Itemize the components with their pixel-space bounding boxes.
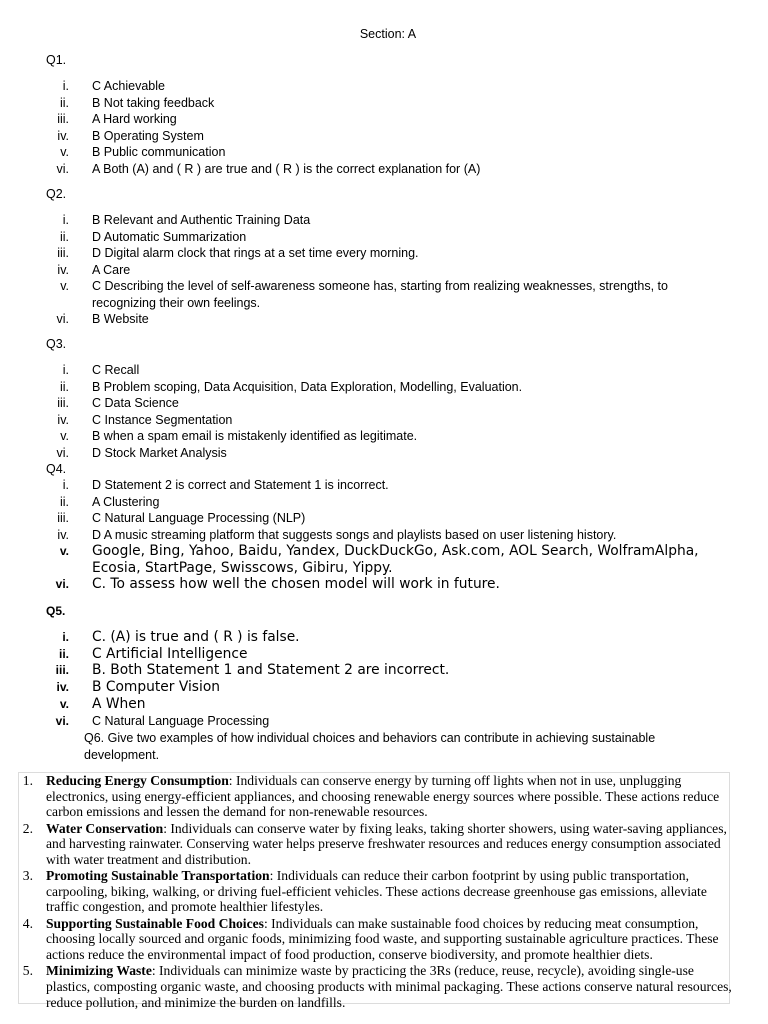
q3-item-num: vi. [56, 445, 69, 460]
q3-item-text: B when a spam email is mistakenly identified as legitimate. [92, 429, 418, 443]
q3-item [0, 362, 768, 379]
q1-item-num: iii. [57, 112, 69, 126]
q4-item [0, 576, 768, 593]
q3-item-text: B Problem scoping, Data Acquisition, Data Exploration, Modelling, Evaluation. [92, 379, 523, 394]
q3-item-num: iv. [57, 412, 69, 427]
q2-label: Q2. [46, 187, 67, 201]
answer-body: : Individuals can reduce their carbon footprint by using public transportation, carpooling, biking, walking, or driving fuel-efficient vehicles. These actions decrease greenhouse gas emissions, alleviate traffic congestion, and promote healthier lifestyles. [46, 868, 707, 915]
q1-item-text: B Public communication [92, 145, 226, 159]
q3-answer-list [0, 362, 768, 461]
q1-item [0, 161, 768, 178]
q1-item [0, 144, 768, 161]
answer-title: Reducing Energy Consumption [46, 773, 229, 788]
q3-item [0, 428, 768, 445]
answer-title: Minimizing Waste [46, 963, 152, 979]
answer-number: 2. [22, 820, 33, 836]
q4-item-text: D A music streaming platform that suggests songs and playlists based on user listening history. [92, 527, 617, 542]
q5-item-num: v. [59, 696, 69, 711]
q4-item-num: ii. [59, 494, 69, 509]
q3-item [0, 379, 768, 396]
q1-item [0, 78, 768, 95]
q4-item-num: i. [62, 478, 69, 492]
q1-item [0, 111, 768, 128]
q2-item [0, 245, 768, 262]
q2-item [0, 278, 768, 311]
q4-item [0, 527, 768, 544]
q4-item-text: C Natural Language Processing (NLP) [92, 511, 306, 525]
q1-item [0, 128, 768, 145]
q5-answer-list [0, 629, 768, 729]
q5-item-num: iv. [56, 680, 69, 695]
q5-item-text: C. (A) is true and ( R ) is false. [92, 629, 300, 645]
q3-item [0, 412, 768, 429]
q1-label: Q1. [46, 53, 67, 67]
q2-item-num: v. [60, 279, 69, 293]
q1-answer-list [0, 78, 768, 177]
q5-item-num: i. [62, 630, 69, 644]
answer-text [46, 773, 732, 820]
answer-text [46, 821, 732, 868]
q2-item-text: A Care [92, 262, 131, 277]
q5-label: Q5. [46, 604, 66, 618]
q3-item-text: C Instance Segmentation [92, 412, 233, 427]
answer-list-item [19, 868, 729, 915]
answer-number: 5. [22, 963, 33, 979]
q5-item-num: vi. [55, 713, 69, 728]
q1-item-num: vi. [56, 161, 69, 176]
q1-item-text: C Achievable [92, 79, 165, 93]
answer-body: : Individuals can conserve energy by turning off lights when not in use, unplugging electronics, using energy-efficient appliances, and choosing renewable energy sources where possible. These actions reduce carbon emissions and lessen the demand for non-renewable resources. [46, 773, 720, 820]
q2-item-text: C Describing the level of self-awareness someone has, starting from realizing weaknesses, strengths, to recognizing their own feelings. [92, 279, 668, 310]
q2-item-num: ii. [59, 229, 69, 244]
q3-item-num: v. [60, 429, 69, 443]
q2-item-text: B Relevant and Authentic Training Data [92, 213, 311, 227]
q4-item [0, 494, 768, 511]
q3-item-num: i. [62, 363, 69, 377]
q5-item-text: C Natural Language Processing [92, 713, 270, 728]
answer-text [46, 868, 732, 915]
q1-item-text: A Both (A) and ( R ) are true and ( R ) is the correct explanation for (A) [92, 161, 481, 176]
q4-item-text: C. To assess how well the chosen model will work in future. [92, 576, 500, 593]
q2-item-num: iii. [57, 246, 69, 260]
q1-item-text: A Hard working [92, 112, 177, 126]
answer-list-item [19, 916, 729, 963]
q1-item-text: B Operating System [92, 128, 204, 143]
q5-item-num: iii. [55, 663, 69, 678]
answer-title: Supporting Sustainable Food Choices [46, 915, 264, 931]
answer-number: 1. [22, 773, 33, 788]
answer-list-item [19, 821, 729, 868]
answer-number: 3. [22, 868, 33, 884]
q3-item-text: D Stock Market Analysis [92, 445, 227, 460]
q5-item-text: A When [92, 695, 146, 712]
q5-item [0, 629, 768, 646]
answer-number: 4. [22, 915, 33, 931]
q1-item-num: iv. [57, 128, 69, 143]
answer-body: : Individuals can minimize waste by practicing the 3Rs (reduce, reuse, recycle), avoiding single-use plastics, composting organic waste, and choosing products with minimal packaging. These actions conserve natural resources, reduce pollution, and minimize the burden on landfills. [46, 963, 732, 1010]
answer-title: Water Conservation [46, 820, 164, 836]
q5-item-text: B. Both Statement 1 and Statement 2 are incorrect. [92, 662, 450, 679]
q5-item-text: B Computer Vision [92, 679, 220, 696]
q5-item [0, 679, 768, 696]
q6-answer-box [18, 772, 732, 1010]
q2-item-text: D Digital alarm clock that rings at a set time every morning. [92, 246, 419, 260]
q4-item-num: v. [59, 544, 69, 558]
q4-item [0, 510, 768, 527]
q3-item-text: C Data Science [92, 396, 179, 410]
answer-text [46, 916, 732, 963]
q2-item-num: i. [62, 213, 69, 227]
answer-list-item [19, 773, 729, 820]
answer-list-item [19, 963, 732, 1010]
q3-item [0, 395, 768, 412]
q2-answer-list [0, 212, 768, 328]
q4-item-text: Google, Bing, Yahoo, Baidu, Yandex, DuckDuckGo, Ask.com, AOL Search, WolframAlpha, Ecosia, StartPage, Swisscows, Gibiru, Yippy. [92, 543, 699, 576]
q3-item-num: iii. [57, 396, 69, 410]
q2-item [0, 262, 768, 279]
q4-item-num: iv. [57, 527, 69, 542]
answer-text [46, 963, 732, 1010]
q3-item-num: ii. [59, 379, 69, 394]
q4-item-text: A Clustering [92, 494, 160, 509]
q2-item-num: iv. [57, 262, 69, 277]
q1-item-text: B Not taking feedback [92, 95, 215, 110]
q1-item-num: i. [62, 79, 69, 93]
q4-item-num: iii. [57, 511, 69, 525]
q3-item [0, 445, 768, 462]
q2-item-num: vi. [56, 312, 69, 326]
q2-item-text: B Website [92, 312, 149, 326]
q2-item [0, 229, 768, 246]
q2-item [0, 212, 768, 229]
q5-item [0, 713, 768, 730]
q1-item [0, 95, 768, 112]
q5-item-text: C Artificial Intelligence [92, 645, 248, 662]
q2-item-text: D Automatic Summarization [92, 229, 247, 244]
q1-item-num: v. [60, 145, 69, 159]
q4-answer-list [0, 477, 768, 593]
answer-title: Promoting Sustainable Transportation [46, 868, 270, 884]
q3-label: Q3. [46, 337, 67, 351]
answer-body: : Individuals can make sustainable food choices by reducing meat consumption, choosing locally sourced and organic foods, minimizing food waste, and supporting sustainable agriculture practices. These actions reduce the environmental impact of food production, conserve biodiversity, and promote healthier diets. [46, 915, 719, 962]
q4-item [0, 543, 768, 576]
q5-item [0, 662, 768, 679]
q4-item [0, 477, 768, 494]
q4-item-text: D Statement 2 is correct and Statement 1 is incorrect. [92, 478, 389, 492]
q2-item [0, 311, 768, 328]
q5-item [0, 646, 768, 663]
q6-question: Q6. Give two examples of how individual choices and behaviors can contribute in achieving sustainable development. [84, 731, 656, 762]
answer-body: : Individuals can conserve water by fixing leaks, taking shorter showers, using water-saving appliances, and harvesting rainwater. Conserving water helps preserve freshwater resources and reduces energy consumption associated with water treatment and distribution. [46, 820, 727, 867]
q3-item-text: C Recall [92, 363, 140, 377]
q5-item-num: ii. [58, 646, 69, 661]
q5-item [0, 696, 768, 713]
section-title: Section: A [359, 27, 417, 41]
q4-label: Q4. [46, 462, 67, 476]
q1-item-num: ii. [59, 95, 69, 110]
q4-item-num: vi. [55, 577, 69, 592]
